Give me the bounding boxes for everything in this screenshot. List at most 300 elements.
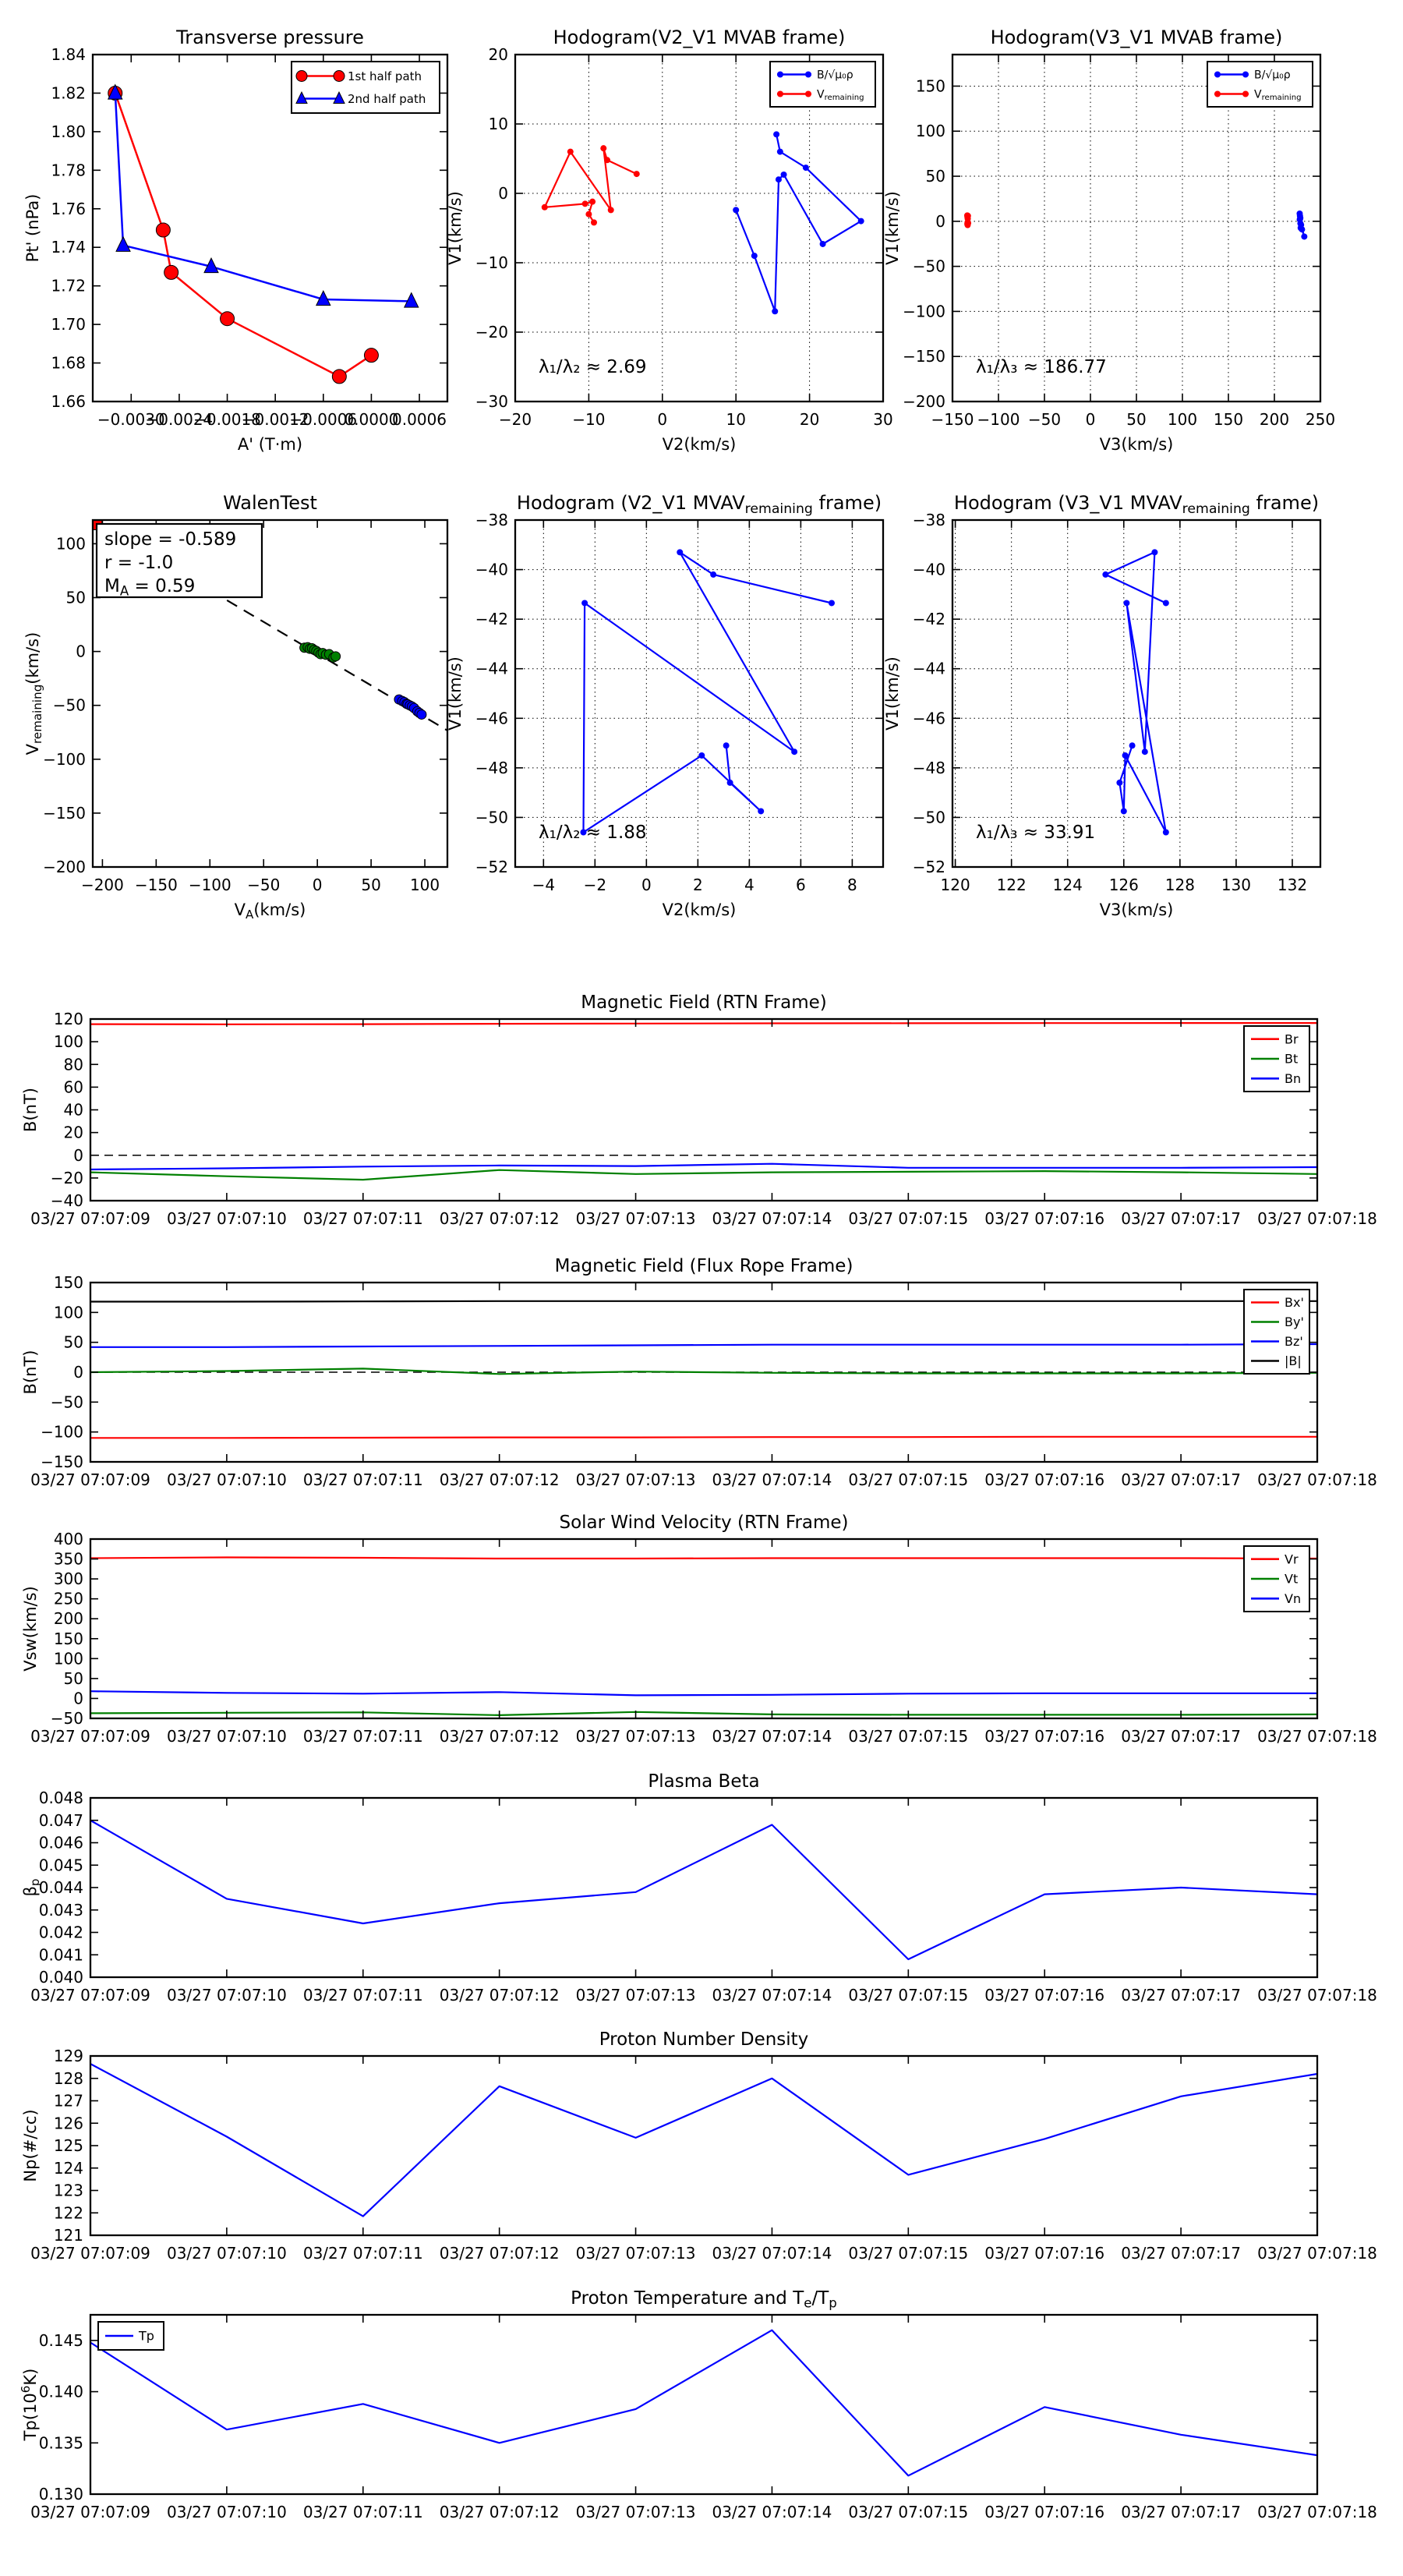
x-tick-label: 03/27 07:07:16	[984, 2503, 1105, 2521]
x-tick-label: 03/27 07:07:14	[712, 2244, 832, 2263]
y-tick-label: −150	[41, 1453, 83, 1471]
data-point-marker	[634, 171, 640, 177]
y-tick-label: −20	[50, 1168, 83, 1187]
y-tick-label: −40	[912, 560, 945, 579]
data-point-marker	[542, 204, 548, 211]
x-tick-label: 20	[799, 410, 820, 429]
hodogram-v3v1-mvav-annotation: λ₁/λ₃ ≈ 33.91	[976, 823, 1096, 843]
data-point-marker	[751, 253, 758, 259]
x-tick-label: 03/27 07:07:13	[575, 1209, 696, 1228]
data-point-marker	[585, 211, 592, 218]
plasma-beta-title: Plasma Beta	[648, 1771, 760, 1792]
hodogram-v2v1-mvab-xlabel: V2(km/s)	[662, 435, 737, 454]
y-tick-label: 0.048	[38, 1789, 83, 1807]
transverse-pressure-title: Transverse pressure	[176, 27, 364, 48]
data-point-marker	[803, 165, 809, 171]
x-tick-label: 03/27 07:07:13	[575, 1470, 696, 1489]
walen-test-ylabel: $V_{remaining}(km/s)$	[23, 632, 45, 755]
y-tick-label: 1.66	[51, 392, 86, 411]
y-tick-label: 121	[53, 2226, 83, 2245]
x-tick-label: 03/27 07:07:14	[712, 1727, 832, 1746]
data-point-marker	[805, 72, 811, 78]
x-tick-label: 0	[641, 876, 652, 894]
solar-wind-velocity-rtn-ylabel: Vsw(km/s)	[21, 1586, 40, 1672]
x-tick-label: −50	[247, 876, 281, 894]
y-tick-label: 127	[53, 2091, 83, 2111]
y-tick-label: 0.135	[38, 2433, 83, 2453]
y-tick-label: 150	[915, 76, 945, 96]
data-point-marker	[1129, 742, 1136, 748]
data-point-marker	[600, 145, 606, 151]
data-point-marker	[858, 218, 864, 225]
x-tick-label: 03/27 07:07:14	[712, 2503, 832, 2521]
data-point-marker	[1242, 72, 1249, 78]
x-tick-label: 150	[1213, 410, 1244, 429]
y-tick-label: 20	[63, 1123, 83, 1142]
y-tick-label: 100	[53, 1032, 83, 1052]
data-point-marker	[1214, 91, 1221, 97]
legend-label-vt: Vt	[1285, 1571, 1299, 1587]
y-tick-label: 0.047	[38, 1810, 83, 1830]
x-tick-label: 03/27 07:07:10	[166, 2244, 287, 2263]
x-tick-label: 03/27 07:07:12	[439, 1986, 560, 2005]
x-tick-label: −10	[572, 410, 606, 429]
x-tick-label: 03/27 07:07:16	[984, 1209, 1105, 1228]
data-point-marker	[781, 172, 787, 178]
transverse-pressure-xlabel: A' (T·m)	[237, 435, 303, 454]
legend-label-2nd-half-path: 2nd half path	[348, 91, 426, 106]
data-point-marker	[758, 808, 764, 814]
y-tick-label: 300	[53, 1569, 83, 1589]
y-tick-label: 10	[488, 115, 508, 133]
y-tick-label: −20	[475, 323, 508, 341]
y-tick-label: 100	[915, 122, 945, 141]
x-tick-label: 122	[996, 876, 1027, 894]
hodogram-v3v1-mvav-xlabel: V3(km/s)	[1099, 901, 1174, 919]
data-point-marker	[591, 219, 597, 225]
data-point-marker	[710, 571, 716, 578]
hodogram-v2v1-mvab-annotation: λ₁/λ₂ ≈ 2.69	[539, 357, 647, 377]
y-tick-label: −44	[912, 659, 945, 678]
x-tick-label: 03/27 07:07:15	[848, 1470, 969, 1489]
x-tick-label: 100	[409, 876, 440, 894]
x-tick-label: 03/27 07:07:17	[1121, 2244, 1242, 2263]
x-tick-label: 03/27 07:07:11	[302, 1986, 423, 2005]
hodogram-v3v1-mvab-annotation: λ₁/λ₃ ≈ 186.77	[976, 357, 1107, 377]
x-tick-label: −0.0030	[97, 410, 165, 429]
y-tick-label: 128	[53, 2068, 83, 2088]
y-tick-label: 0	[76, 642, 86, 661]
x-tick-label: 03/27 07:07:18	[1257, 1727, 1377, 1746]
hodogram-v2v1-mvav-annotation: λ₁/λ₂ ≈ 1.88	[539, 823, 647, 843]
x-tick-label: 03/27 07:07:12	[439, 1209, 560, 1228]
x-tick-label: 03/27 07:07:09	[30, 2503, 150, 2521]
y-tick-label: 150	[53, 1629, 83, 1648]
y-tick-label: 1.74	[51, 238, 86, 257]
x-tick-label: 0	[1085, 410, 1096, 429]
x-tick-label: 03/27 07:07:11	[302, 2244, 423, 2263]
y-tick-label: 100	[55, 534, 86, 554]
y-tick-label: −100	[43, 749, 86, 769]
data-point-marker	[1102, 571, 1108, 578]
data-point-marker	[364, 349, 378, 363]
legend-label-b: |B|	[1285, 1353, 1302, 1369]
stats-line-2: MA = 0.59	[104, 576, 196, 599]
data-point-marker	[582, 200, 588, 207]
y-tick-label: −200	[903, 392, 945, 411]
y-tick-label: 20	[488, 45, 508, 64]
data-point-marker	[964, 222, 970, 228]
data-point-marker	[677, 549, 683, 555]
y-tick-label: 120	[53, 1010, 83, 1028]
x-tick-label: 03/27 07:07:16	[984, 1986, 1105, 2005]
data-point-marker	[1214, 72, 1221, 78]
x-tick-label: 0	[657, 410, 668, 429]
magnetic-field-fluxrope-legend	[1244, 1290, 1309, 1374]
legend-label-b: B/√μ₀ρ	[817, 69, 853, 82]
y-tick-label: 1.70	[51, 315, 86, 334]
solar-wind-velocity-rtn-legend	[1244, 1546, 1309, 1612]
legend-label-1st-half-path: 1st half path	[348, 69, 422, 83]
x-tick-label: 03/27 07:07:17	[1121, 1986, 1242, 2005]
x-tick-label: 03/27 07:07:16	[984, 1727, 1105, 1746]
x-tick-label: 4	[744, 876, 755, 894]
solar-wind-velocity-rtn-title: Solar Wind Velocity (RTN Frame)	[559, 1513, 849, 1533]
x-tick-label: 50	[1126, 410, 1147, 429]
y-tick-label: 122	[53, 2203, 83, 2223]
y-tick-label: 0.042	[38, 1923, 83, 1942]
y-tick-label: 0.145	[38, 2330, 83, 2350]
legend-label-bx: Bx'	[1285, 1295, 1304, 1311]
x-tick-label: 03/27 07:07:14	[712, 1209, 832, 1228]
x-tick-label: −50	[1027, 410, 1062, 429]
transverse-pressure-legend	[292, 62, 440, 113]
data-point-marker	[791, 748, 797, 755]
x-tick-label: 03/27 07:07:12	[439, 2244, 560, 2263]
walen-test-xlabel: $V_A(km/s)$	[234, 901, 306, 922]
y-tick-label: 50	[65, 588, 86, 607]
x-tick-label: −0.0024	[145, 410, 214, 429]
data-point-marker	[727, 780, 733, 786]
y-tick-label: 350	[53, 1549, 83, 1569]
x-tick-label: 03/27 07:07:18	[1257, 1209, 1377, 1228]
x-tick-label: 03/27 07:07:16	[984, 1470, 1105, 1489]
y-tick-label: 129	[53, 2047, 83, 2065]
data-point-marker	[1122, 752, 1129, 759]
y-tick-label: 123	[53, 2181, 83, 2200]
x-tick-label: −0.0018	[193, 410, 261, 429]
data-point-marker	[698, 752, 705, 759]
x-tick-label: −4	[532, 876, 556, 894]
y-tick-label: 1.72	[51, 276, 86, 295]
y-tick-label: −38	[475, 511, 508, 529]
data-point-marker	[331, 652, 341, 661]
y-tick-label: 80	[63, 1055, 83, 1074]
x-tick-label: 03/27 07:07:11	[302, 1470, 423, 1489]
hodogram-v3v1-mvab-legend	[1207, 62, 1313, 107]
x-tick-label: 03/27 07:07:10	[166, 2503, 287, 2521]
y-tick-label: 100	[53, 1649, 83, 1668]
x-tick-label: 03/27 07:07:13	[575, 2503, 696, 2521]
legend-label-bn: Bn	[1285, 1070, 1302, 1086]
x-tick-label: −100	[977, 410, 1020, 429]
y-tick-label: 200	[53, 1609, 83, 1629]
walen-test-stats-box	[97, 524, 262, 599]
x-tick-label: 03/27 07:07:14	[712, 1470, 832, 1489]
proton-number-density-ylabel: Np(#/cc)	[21, 2109, 40, 2182]
y-tick-label: 50	[925, 167, 945, 186]
magnetic-field-rtn-title: Magnetic Field (RTN Frame)	[581, 993, 827, 1013]
y-tick-label: 1.84	[51, 45, 86, 64]
x-tick-label: 0	[312, 876, 323, 894]
data-point-marker	[608, 207, 614, 213]
data-point-marker	[777, 91, 783, 97]
data-point-marker	[296, 71, 307, 82]
magnetic-field-fluxrope-series-b	[90, 1301, 1317, 1302]
x-tick-label: 03/27 07:07:12	[439, 1470, 560, 1489]
data-point-marker	[1242, 91, 1249, 97]
y-tick-label: 0.045	[38, 1856, 83, 1875]
x-tick-label: 03/27 07:07:15	[848, 2503, 969, 2521]
y-tick-label: −30	[475, 392, 508, 411]
y-tick-label: −48	[475, 758, 508, 777]
y-tick-label: 150	[53, 1273, 83, 1292]
y-tick-label: 1.80	[51, 122, 86, 141]
y-tick-label: −40	[475, 560, 508, 579]
y-tick-label: −50	[50, 1709, 83, 1728]
legend-label-tp: Tp	[139, 2328, 154, 2344]
x-tick-label: 03/27 07:07:11	[302, 2503, 423, 2521]
data-point-marker	[332, 370, 346, 384]
data-point-marker	[772, 308, 778, 314]
y-tick-label: 1.82	[51, 83, 86, 103]
x-tick-label: 132	[1277, 876, 1308, 894]
x-tick-label: 03/27 07:07:10	[166, 1727, 287, 1746]
data-point-marker	[829, 600, 835, 606]
legend-label-bz: Bz'	[1285, 1334, 1303, 1350]
hodogram-v3v1-mvab-title: Hodogram(V3_V1 MVAB frame)	[990, 27, 1283, 48]
proton-number-density-title: Proton Number Density	[599, 2029, 809, 2050]
x-tick-label: 03/27 07:07:10	[166, 1209, 287, 1228]
data-point-marker	[805, 91, 811, 97]
hodogram-v3v1-mvab-ylabel: V1(km/s)	[883, 191, 902, 265]
x-tick-label: 03/27 07:07:18	[1257, 1470, 1377, 1489]
data-point-marker	[820, 241, 826, 247]
x-tick-label: 03/27 07:07:17	[1121, 2503, 1242, 2521]
data-point-marker	[221, 312, 235, 326]
y-tick-label: 126	[53, 2114, 83, 2133]
y-tick-label: −40	[50, 1191, 83, 1210]
y-tick-label: −50	[912, 808, 945, 827]
y-tick-label: −48	[912, 758, 945, 777]
data-point-marker	[589, 199, 595, 205]
x-tick-label: 03/27 07:07:10	[166, 1470, 287, 1489]
data-point-marker	[723, 742, 730, 748]
legend-label-br: Br	[1285, 1031, 1299, 1047]
legend-label-b: B/√μ₀ρ	[1254, 69, 1291, 82]
data-point-marker	[581, 600, 588, 606]
y-tick-label: 400	[53, 1530, 83, 1548]
y-tick-label: −52	[912, 858, 945, 876]
y-tick-label: −150	[903, 347, 945, 366]
legend-label-vn: Vn	[1285, 1591, 1302, 1606]
y-tick-label: −100	[41, 1422, 83, 1442]
data-point-marker	[164, 265, 178, 279]
transverse-pressure-ylabel: Pt' (nPa)	[23, 193, 42, 263]
proton-temperature-ylabel: $Tp(10^6K)$	[19, 2368, 40, 2441]
data-point-marker	[604, 157, 610, 163]
hodogram-v3v1-mvav-title: Hodogram (V3_V1 MVAVremaining frame)	[953, 492, 1320, 517]
y-tick-label: −10	[475, 253, 508, 272]
x-tick-label: 10	[726, 410, 746, 429]
y-tick-label: 0.043	[38, 1900, 83, 1920]
x-tick-label: 8	[847, 876, 857, 894]
y-tick-label: 1.78	[51, 161, 86, 180]
magnetic-field-rtn-legend	[1244, 1026, 1309, 1092]
data-point-marker	[1121, 808, 1127, 814]
hodogram-v2v1-mvav-title: Hodogram (V2_V1 MVAVremaining frame)	[516, 492, 882, 517]
x-tick-label: 03/27 07:07:11	[302, 1209, 423, 1228]
hodogram-v3v1-mvab-markers-v-remaining	[964, 212, 971, 228]
data-point-marker	[1297, 221, 1303, 227]
y-tick-label: 0	[935, 211, 945, 231]
legend-label-vr: Vr	[1285, 1552, 1299, 1567]
x-tick-label: −20	[498, 410, 532, 429]
data-point-marker	[1142, 748, 1148, 755]
x-tick-label: 200	[1259, 410, 1290, 429]
y-tick-label: −50	[50, 1392, 83, 1412]
data-point-marker	[777, 149, 783, 155]
y-tick-label: −150	[43, 803, 86, 823]
magnetic-field-fluxrope-ylabel: B(nT)	[21, 1350, 40, 1395]
legend-label-v-remaining: Vremaining	[1254, 88, 1302, 103]
x-tick-label: 2	[692, 876, 703, 894]
data-point-marker	[334, 71, 345, 82]
data-point-marker	[156, 223, 170, 237]
y-tick-label: 0	[498, 184, 508, 203]
x-tick-label: 03/27 07:07:15	[848, 1727, 969, 1746]
y-tick-label: −46	[912, 709, 945, 728]
x-tick-label: 03/27 07:07:09	[30, 1986, 150, 2005]
x-tick-label: −150	[931, 410, 974, 429]
data-point-marker	[417, 709, 426, 719]
x-tick-label: 30	[873, 410, 893, 429]
y-tick-label: −52	[475, 858, 508, 876]
x-tick-label: 50	[361, 876, 381, 894]
y-tick-label: 0.130	[38, 2485, 83, 2503]
legend-label-by: By'	[1285, 1315, 1304, 1330]
x-tick-label: 03/27 07:07:15	[848, 2244, 969, 2263]
x-tick-label: 03/27 07:07:15	[848, 1209, 969, 1228]
data-point-marker	[1116, 780, 1122, 786]
x-tick-label: 124	[1052, 876, 1083, 894]
y-tick-label: −50	[475, 808, 508, 827]
walen-test-title: WalenTest	[223, 492, 317, 514]
y-tick-label: 0	[73, 1145, 83, 1165]
proton-temperature-title: Proton Temperature and Te/Tp	[571, 2288, 837, 2311]
x-tick-label: 03/27 07:07:09	[30, 1209, 150, 1228]
y-tick-label: 0.044	[38, 1878, 83, 1897]
hodogram-v2v1-mvab-title: Hodogram(V2_V1 MVAB frame)	[553, 27, 846, 48]
stats-line-0: slope = -0.589	[104, 529, 237, 550]
legend-label-bt: Bt	[1285, 1051, 1299, 1067]
hodogram-v3v1-mvav-ylabel: V1(km/s)	[883, 656, 902, 731]
data-point-marker	[776, 176, 782, 182]
y-tick-label: −50	[52, 695, 86, 715]
x-tick-label: 130	[1221, 876, 1252, 894]
x-tick-label: 126	[1108, 876, 1139, 894]
hodogram-v2v1-mvav-xlabel: V2(km/s)	[662, 901, 737, 919]
y-tick-label: 50	[63, 1668, 83, 1688]
x-tick-label: −2	[583, 876, 607, 894]
x-tick-label: 03/27 07:07:17	[1121, 1727, 1242, 1746]
x-tick-label: 6	[796, 876, 806, 894]
y-tick-label: −42	[912, 610, 945, 629]
data-point-marker	[773, 131, 779, 137]
x-tick-label: −0.0012	[241, 410, 309, 429]
y-tick-label: 60	[63, 1077, 83, 1097]
x-tick-label: 03/27 07:07:18	[1257, 2503, 1377, 2521]
magnetic-field-fluxrope-title: Magnetic Field (Flux Rope Frame)	[554, 1256, 853, 1276]
y-tick-label: 0.041	[38, 1945, 83, 1965]
y-tick-label: −100	[903, 302, 945, 321]
x-tick-label: −150	[134, 876, 178, 894]
x-tick-label: 03/27 07:07:10	[166, 1986, 287, 2005]
x-tick-label: 03/27 07:07:13	[575, 1727, 696, 1746]
x-tick-label: 03/27 07:07:09	[30, 2244, 150, 2263]
x-tick-label: 120	[940, 876, 970, 894]
y-tick-label: 0	[73, 1363, 83, 1382]
data-point-marker	[1301, 233, 1307, 239]
y-tick-label: −200	[43, 858, 86, 876]
y-tick-label: −42	[475, 610, 508, 629]
hodogram-v2v1-mvab-legend	[770, 62, 875, 107]
y-tick-label: 125	[53, 2136, 83, 2155]
y-tick-label: 50	[63, 1332, 83, 1352]
y-tick-label: 0	[73, 1689, 83, 1708]
y-tick-label: −50	[912, 257, 945, 276]
x-tick-label: 03/27 07:07:17	[1121, 1470, 1242, 1489]
y-tick-label: 124	[53, 2158, 83, 2178]
x-tick-label: 100	[1167, 410, 1198, 429]
data-point-marker	[965, 213, 971, 219]
x-tick-label: 03/27 07:07:09	[30, 1727, 150, 1746]
hodogram-v3v1-mvab-xlabel: V3(km/s)	[1099, 435, 1174, 454]
data-point-marker	[733, 207, 739, 213]
x-tick-label: 03/27 07:07:13	[575, 2244, 696, 2263]
y-tick-label: 250	[53, 1589, 83, 1608]
x-tick-label: 03/27 07:07:09	[30, 1470, 150, 1489]
x-tick-label: 03/27 07:07:18	[1257, 2244, 1377, 2263]
x-tick-label: 0.0006	[392, 410, 447, 429]
y-tick-label: −46	[475, 709, 508, 728]
y-tick-label: 1.68	[51, 353, 86, 373]
magnetic-field-rtn-ylabel: B(nT)	[21, 1088, 40, 1132]
y-tick-label: −44	[475, 659, 508, 678]
x-tick-label: 03/27 07:07:16	[984, 2244, 1105, 2263]
x-tick-label: 03/27 07:07:15	[848, 1986, 969, 2005]
x-tick-label: 03/27 07:07:11	[302, 1727, 423, 1746]
plasma-beta-ylabel: $\beta_p$	[21, 1878, 43, 1897]
data-point-marker	[567, 149, 574, 155]
x-tick-label: 128	[1164, 876, 1195, 894]
data-point-marker	[1151, 549, 1157, 555]
y-tick-label: 100	[53, 1303, 83, 1322]
proton-temperature-legend	[98, 2322, 164, 2350]
x-tick-label: 03/27 07:07:12	[439, 2503, 560, 2521]
data-point-marker	[1163, 600, 1169, 606]
x-tick-label: 03/27 07:07:13	[575, 1986, 696, 2005]
